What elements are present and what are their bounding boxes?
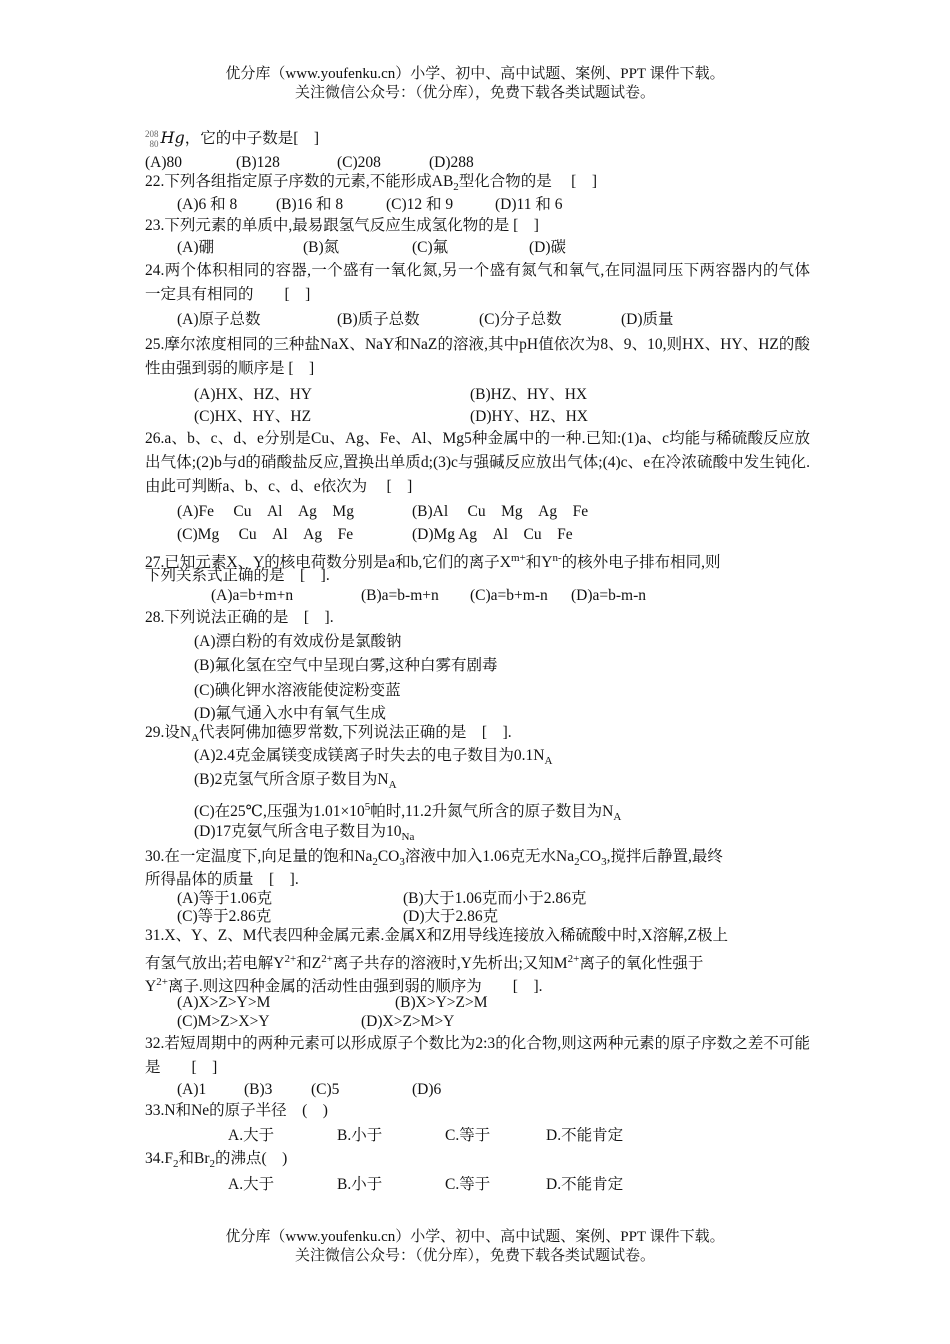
isotope-numbers xyxy=(145,129,159,149)
q26-option-a: (A)Fe Cu Al Ag Mg xyxy=(177,503,354,520)
q27-text-b: 和Y xyxy=(525,554,553,571)
q26-option-d: (D)Mg Ag Al Cu Fe xyxy=(412,526,573,543)
q31-option-d: (D)X>Z>M>Y xyxy=(361,1013,455,1030)
q29-b-text: (B)2克氢气所含原子数目为N xyxy=(194,771,389,788)
q27-text-c: 的核外电子排布相同,则 xyxy=(561,554,721,571)
question-33-stem: 33.N和Ne的原子半径 ( ) xyxy=(145,1102,328,1119)
q29-c-sub: A xyxy=(613,811,622,823)
q31-sup-1: 2+ xyxy=(284,953,297,965)
q23-option-d: (D)碳 xyxy=(529,239,567,256)
q29-text-a: 29.设N xyxy=(145,724,192,741)
q25-option-c: (C)HX、HY、HZ xyxy=(194,408,312,425)
q30-text-1: 30.在一定温度下,向足量的饱和Na xyxy=(145,848,373,865)
q29-a-sub: A xyxy=(544,755,553,767)
q29-text-b: 代表阿佛加德罗常数,下列说法正确的是 [ ]. xyxy=(199,724,512,741)
question-30-line-2: 所得晶体的质量 [ ]. xyxy=(145,871,299,888)
q25-option-b: (B)HZ、HY、HX xyxy=(470,386,588,403)
q31-sup-4: 2+ xyxy=(156,976,168,988)
q22-sub: 2 xyxy=(453,181,459,193)
q26-option-b: (B)Al Cu Mg Ag Fe xyxy=(412,503,589,520)
q25-option-a: (A)HX、HZ、HY xyxy=(194,386,312,403)
q31-text-c: 离子共存的溶液时,Y先析出;又知M xyxy=(332,955,568,972)
q29-d-text: (D)17克氨气所含电子数目为10 xyxy=(194,823,402,840)
q34-sub-2: 2 xyxy=(209,1158,216,1170)
footer-line-2: 关注微信公众号：（优分库），免费下载各类试题试卷。 xyxy=(294,1248,655,1264)
q34-option-d: D.不能肯定 xyxy=(546,1176,624,1193)
q22-option-a: (A)6 和 8 xyxy=(177,196,238,213)
q31-text-d: 离子的氧化性强于 xyxy=(579,955,704,972)
q22-option-d: (D)11 和 6 xyxy=(495,196,563,213)
q28-option-b: (B)氟化氢在空气中呈现白雾,这种白雾有剧毒 xyxy=(194,657,498,674)
q31-option-a: (A)X>Z>Y>M xyxy=(177,994,271,1011)
q29-c-text-b: 帕时,11.2升氮气所含的原子数目为N xyxy=(370,803,614,820)
q30-option-a: (A)等于1.06克 xyxy=(177,890,273,907)
q27-option-c: (C)a=b+m-n xyxy=(470,587,548,604)
question-21-text: ，它的中子数是[ ] xyxy=(184,130,320,147)
question-24-stem: 24.两个体积相同的容器,一个盛有一氧化氮,另一个盛有氮气和氧气,在同温同压下两容器内的气体一定具有相同的 [ ] xyxy=(145,262,810,303)
q31-sup-3: 2+ xyxy=(567,953,580,965)
q22-text-a: 22.下列各组指定原子序数的元素,不能形成AB xyxy=(145,173,454,190)
q23-option-a: (A)硼 xyxy=(177,239,215,256)
q29-b-sub: A xyxy=(388,779,397,791)
q30-option-c: (C)等于2.86克 xyxy=(177,908,272,925)
q24-option-b: (B)质子总数 xyxy=(337,311,420,328)
q30-option-d: (D)大于2.86克 xyxy=(403,908,499,925)
q29-d-sub: Na xyxy=(401,831,415,843)
q31-option-b: (B)X>Y>Z>M xyxy=(395,994,488,1011)
q32-option-a: (A)1 xyxy=(177,1081,207,1098)
question-28-stem: 28.下列说法正确的是 [ ]. xyxy=(145,609,334,626)
element-symbol: Hg xyxy=(160,128,185,147)
q30-option-b: (B)大于1.06克而小于2.86克 xyxy=(403,890,587,907)
q28-option-c: (C)碘化钾水溶液能使淀粉变蓝 xyxy=(194,682,401,699)
q34-option-b: B.小于 xyxy=(337,1176,383,1193)
question-32-stem: 32.若短周期中的两种元素可以形成原子个数比为2:3的化合物,则这两种元素的原子序数之差不可能是 [ ] xyxy=(145,1035,810,1076)
q30-sub-1: 2 xyxy=(372,856,378,868)
q21-option-b: (B)128 xyxy=(236,154,280,171)
q34-option-c: C.等于 xyxy=(445,1176,491,1193)
q34-text-a: 34.F xyxy=(145,1150,173,1167)
q29-c-text-a: (C)在25℃,压强为1.01×10 xyxy=(194,803,365,820)
q27-sup-2: n- xyxy=(552,552,562,564)
q28-option-a: (A)漂白粉的有效成份是氯酸钠 xyxy=(194,633,402,650)
question-25-stem: 25.摩尔浓度相同的三种盐NaX、NaY和NaZ的溶液,其中pH值依次为8、9、10,则HX、HY、HZ的酸性由强到弱的顺序是 [ ] xyxy=(145,336,810,377)
q29-sub: A xyxy=(191,732,200,744)
q27-option-a: (A)a=b+m+n xyxy=(211,587,294,604)
q27-option-b: (B)a=b-m+n xyxy=(361,587,439,604)
q31-text-e: Y xyxy=(145,978,157,995)
q22-option-b: (B)16 和 8 xyxy=(276,196,344,213)
question-31-line-1: 31.X、Y、Z、M代表四种金属元素.金属X和Z用导线连接放入稀硫酸中时,X溶解,Z极上 xyxy=(145,927,728,944)
q30-text-5: ,搅拌后静置,最终 xyxy=(606,848,723,865)
q33-option-b: B.小于 xyxy=(337,1127,383,1144)
q22-option-c: (C)12 和 9 xyxy=(386,196,454,213)
q32-option-b: (B)3 xyxy=(244,1081,273,1098)
q23-option-b: (B)氮 xyxy=(303,239,340,256)
footer-line-1: 优分库（www.youfenku.cn）小学、初中、高中试题、案例、PPT 课件下载。 xyxy=(225,1229,725,1245)
q32-option-c: (C)5 xyxy=(311,1081,340,1098)
question-26-stem: 26.a、b、c、d、e分别是Cu、Ag、Fe、Al、Mg5种金属中的一种.已知:(1)a、c均能与稀硫酸反应放出气体;(2)b与d的硝酸盐反应,置换出单质d;(3)c与强碱反应放出气体;(4)c、e在冷浓硫酸中发生钝化.由此可判断a、b、c、d、e依次为 [ ] xyxy=(145,430,810,495)
q31-sup-2: 2+ xyxy=(321,953,333,965)
q30-sub-2: 3 xyxy=(399,856,405,868)
q27-option-d: (D)a=b-m-n xyxy=(571,587,647,604)
atomic-number: 80 xyxy=(149,139,159,150)
q26-option-c: (C)Mg Cu Al Ag Fe xyxy=(177,526,354,543)
q30-sub-3: 2 xyxy=(574,856,580,868)
q28-option-d: (D)氟气通入水中有氧气生成 xyxy=(194,705,387,722)
q30-text-4: CO xyxy=(579,848,602,865)
q25-option-d: (D)HY、HZ、HX xyxy=(470,408,588,425)
q32-option-d: (D)6 xyxy=(412,1081,442,1098)
question-23-stem: 23.下列元素的单质中,最易跟氢气反应生成氢化物的是 [ ] xyxy=(145,217,539,234)
q33-option-d: D.不能肯定 xyxy=(546,1127,624,1144)
q29-a-text: (A)2.4克金属镁变成镁离子时失去的电子数目为0.1N xyxy=(194,747,545,764)
header-line-2: 关注微信公众号：（优分库），免费下载各类试题试卷。 xyxy=(294,85,655,101)
q27-sup-1: m+ xyxy=(510,552,526,564)
header-line-1: 优分库（www.youfenku.cn）小学、初中、高中试题、案例、PPT 课件下载。 xyxy=(225,66,725,82)
q34-text-b: 和Br xyxy=(178,1150,210,1167)
q21-option-a: (A)80 xyxy=(145,154,183,171)
q24-option-a: (A)原子总数 xyxy=(177,311,261,328)
question-22-stem xyxy=(145,170,810,199)
q27-text-a: 27.已知元素X、Y的核电荷数分别是a和b,它们的离子X xyxy=(145,554,511,571)
q24-option-c: (C)分子总数 xyxy=(479,311,562,328)
page-header xyxy=(0,65,950,103)
q24-option-d: (D)质量 xyxy=(621,311,674,328)
question-34-stem xyxy=(145,1147,810,1176)
q34-sub-1: 2 xyxy=(173,1158,179,1170)
q33-option-a: A.大于 xyxy=(228,1127,275,1144)
q29-option-b xyxy=(194,768,397,797)
question-21-stem xyxy=(145,126,319,151)
q30-text-2: CO xyxy=(377,848,400,865)
question-27-line-2: 下列关系式正确的是 [ ]. xyxy=(145,567,330,584)
q33-option-c: C.等于 xyxy=(445,1127,491,1144)
q34-text-c: 的沸点( ) xyxy=(215,1150,288,1167)
q30-text-3: 溶液中加入1.06克无水Na xyxy=(404,848,575,865)
q31-text-b: 和Z xyxy=(296,955,322,972)
page-footer xyxy=(0,1228,950,1266)
q31-option-c: (C)M>Z>X>Y xyxy=(177,1013,270,1030)
q34-option-a: A.大于 xyxy=(228,1176,275,1193)
q21-option-c: (C)208 xyxy=(337,154,381,171)
q23-option-c: (C)氟 xyxy=(412,239,449,256)
mass-number: 208 xyxy=(145,129,159,140)
q30-sub-4: 3 xyxy=(601,856,607,868)
q31-text-f: 离子.则这四种金属的活动性由强到弱的顺序为 [ ]. xyxy=(167,978,543,995)
q29-c-sup: 5 xyxy=(364,801,371,813)
q31-text-a: 有氢气放出;若电解Y xyxy=(145,955,285,972)
q21-option-d: (D)288 xyxy=(429,154,474,171)
q22-text-b: 型化合物的是 [ ] xyxy=(458,173,597,190)
